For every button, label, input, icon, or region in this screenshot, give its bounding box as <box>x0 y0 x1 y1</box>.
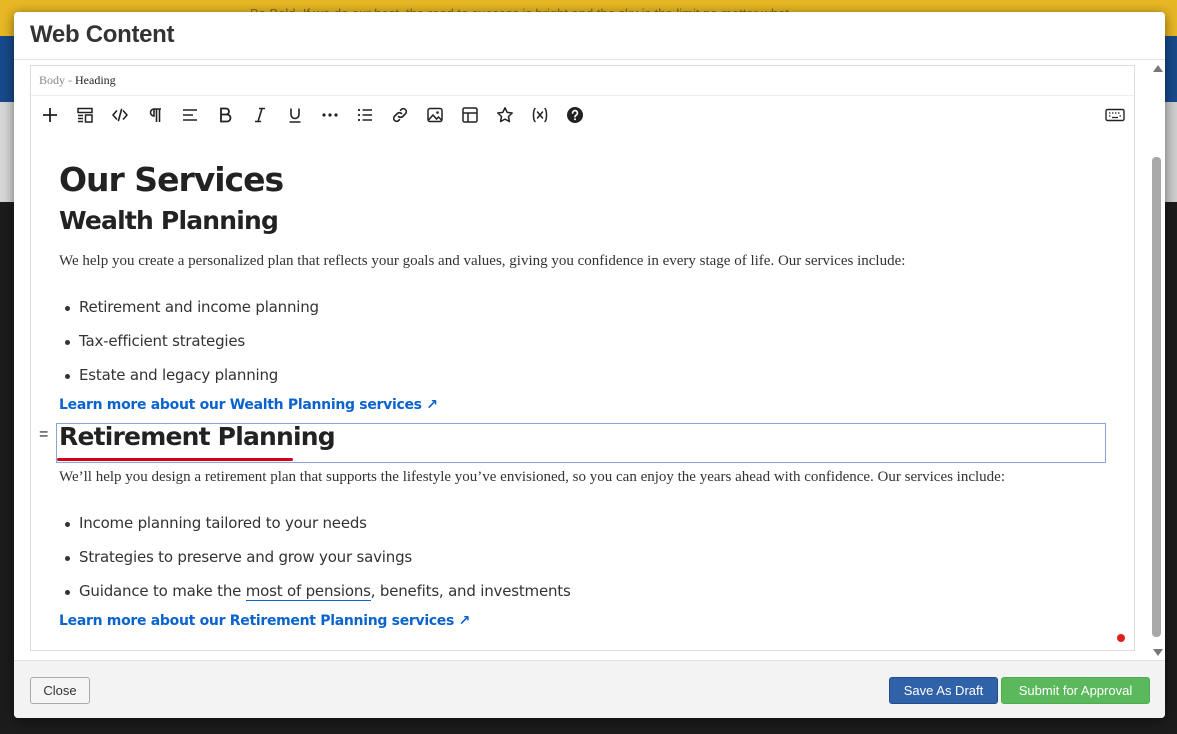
list-item[interactable]: Tax-efficient strategies <box>79 332 246 350</box>
page-heading[interactable]: Our Services <box>59 160 284 199</box>
section-intro-wealth[interactable]: We help you create a personalized plan that reflects your goals and values, giving you confidence in every stage of life. Our services include: <box>59 253 906 269</box>
scroll-up-arrow-icon[interactable] <box>1153 65 1163 72</box>
image-icon[interactable] <box>422 102 448 128</box>
grammar-marked-text[interactable]: most of pensions <box>245 582 371 600</box>
section-intro-retirement[interactable]: We’ll help you design a retirement plan that supports the lifestyle you’ve envisioned, so you can enjoy the years ahead with confidence. Our services include: <box>59 469 1006 485</box>
save-as-draft-button[interactable]: Save As Draft <box>889 677 998 704</box>
list-item-text: , benefits, and investments <box>370 582 571 600</box>
modal-footer <box>14 660 1165 718</box>
plus-icon[interactable] <box>37 102 63 128</box>
italic-icon[interactable] <box>247 102 273 128</box>
retirement-planning-link[interactable]: Learn more about our Retirement Planning services ↗ <box>59 613 471 629</box>
modal-title: Web Content <box>30 21 175 48</box>
more-icon[interactable] <box>317 102 343 128</box>
align-left-icon[interactable] <box>177 102 203 128</box>
status-indicator-dot <box>1117 634 1125 642</box>
breadcrumb-current[interactable]: Heading <box>75 73 116 87</box>
bold-icon[interactable] <box>212 102 238 128</box>
variable-icon[interactable] <box>527 102 553 128</box>
close-button[interactable]: Close <box>30 677 90 704</box>
link-icon[interactable] <box>387 102 413 128</box>
section-heading-wealth[interactable]: Wealth Planning <box>59 206 279 235</box>
paragraph-icon[interactable] <box>142 102 168 128</box>
list-item-text: Guidance to make the <box>79 582 246 600</box>
blocks-icon[interactable] <box>72 102 98 128</box>
section-heading-retirement[interactable]: Retirement Planning <box>59 422 335 451</box>
help-icon[interactable] <box>562 102 588 128</box>
list-item[interactable]: Strategies to preserve and grow your savings <box>79 548 413 566</box>
underline-icon[interactable] <box>282 102 308 128</box>
list-item[interactable]: Income planning tailored to your needs <box>79 514 367 532</box>
keyboard-icon[interactable] <box>1101 102 1129 128</box>
list-item[interactable] <box>79 582 571 600</box>
list-icon[interactable] <box>352 102 378 128</box>
spellcheck-underline <box>57 458 293 461</box>
breadcrumb-divider <box>31 95 1134 96</box>
editor-toolbar <box>37 102 1132 128</box>
breadcrumb-separator: - <box>65 73 76 87</box>
scrollbar-thumb[interactable] <box>1152 157 1161 637</box>
table-icon[interactable] <box>457 102 483 128</box>
list-item[interactable]: Retirement and income planning <box>79 298 319 316</box>
code-icon[interactable] <box>107 102 133 128</box>
block-drag-handle[interactable]: = <box>39 426 49 443</box>
submit-for-approval-button[interactable]: Submit for Approval <box>1001 677 1150 704</box>
wealth-planning-link[interactable]: Learn more about our Wealth Planning services ↗ <box>59 397 438 413</box>
rich-text-editor[interactable] <box>30 65 1135 651</box>
web-content-modal <box>14 12 1165 718</box>
list-item[interactable]: Estate and legacy planning <box>79 366 279 384</box>
breadcrumb-root[interactable]: Body <box>39 73 66 87</box>
modal-scrollbar[interactable] <box>1151 65 1165 661</box>
element-path-breadcrumb <box>39 73 116 88</box>
scroll-down-arrow-icon[interactable] <box>1153 649 1163 656</box>
star-icon[interactable] <box>492 102 518 128</box>
modal-header <box>14 12 1165 60</box>
